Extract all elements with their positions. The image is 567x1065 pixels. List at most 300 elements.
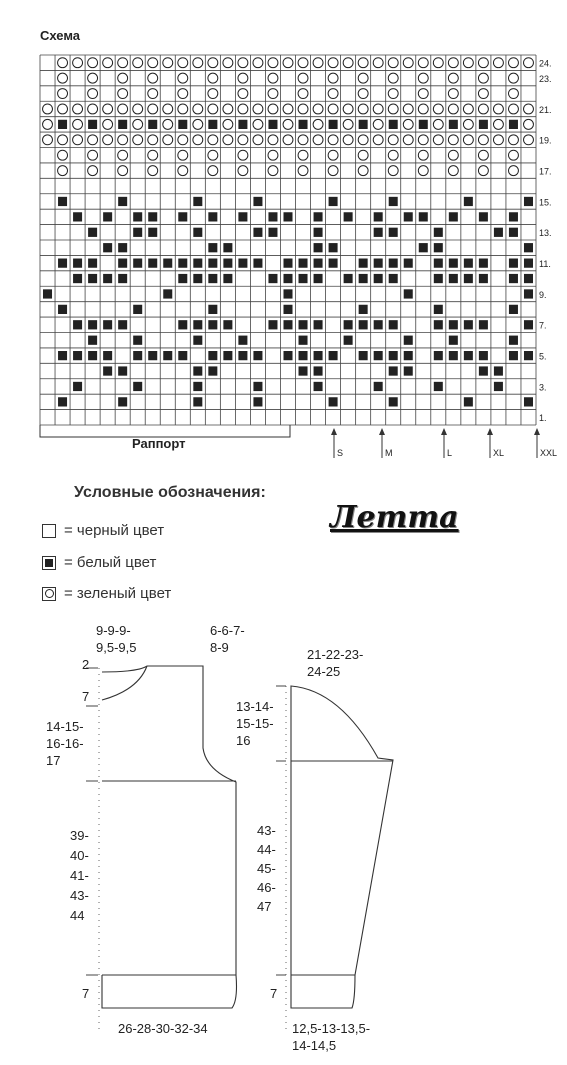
filled-cell — [464, 397, 473, 406]
filled-cell — [299, 320, 308, 329]
circle-cell — [388, 104, 398, 114]
legend-item-black — [42, 522, 164, 539]
legend-text-black: = черный цвет — [64, 522, 165, 539]
circle-cell — [388, 89, 398, 99]
filled-cell — [329, 243, 338, 252]
circle-cell — [73, 58, 83, 68]
filled-cell — [103, 274, 112, 283]
circle-cell — [253, 58, 263, 68]
filled-cell — [389, 351, 398, 360]
circle-cell — [163, 135, 173, 145]
filled-cell — [314, 320, 323, 329]
circle-cell — [178, 89, 188, 99]
filled-cell — [88, 336, 97, 345]
filled-cell — [283, 320, 292, 329]
filled-cell — [374, 212, 383, 221]
filled-cell — [524, 289, 533, 298]
filled-cell — [359, 351, 368, 360]
filled-cell — [374, 259, 383, 268]
filled-cell — [419, 212, 428, 221]
circle-cell — [418, 166, 428, 176]
filled-cell — [374, 382, 383, 391]
filled-cell — [509, 212, 518, 221]
filled-cell — [43, 289, 52, 298]
filled-cell — [148, 351, 157, 360]
circle-cell — [524, 135, 534, 145]
filled-cell — [449, 320, 458, 329]
filled-cell — [148, 259, 157, 268]
circle-cell — [463, 135, 473, 145]
filled-cell — [193, 197, 202, 206]
filled-cell — [58, 305, 67, 314]
circle-cell — [343, 135, 353, 145]
circle-cell — [448, 58, 458, 68]
circle-cell — [524, 119, 534, 129]
circle-cell — [358, 135, 368, 145]
filled-cell — [268, 274, 277, 283]
filled-cell — [268, 212, 277, 221]
filled-cell — [449, 120, 458, 129]
filled-cell — [329, 120, 338, 129]
circle-cell — [148, 73, 158, 83]
filled-cell — [509, 336, 518, 345]
filled-cell — [223, 243, 232, 252]
filled-cell — [253, 397, 262, 406]
rapport-label: Раппорт — [132, 436, 186, 451]
circle-cell — [73, 104, 83, 114]
circle-cell — [268, 89, 278, 99]
filled-cell — [509, 351, 518, 360]
filled-cell — [118, 320, 127, 329]
row-number: 19. — [539, 135, 552, 146]
filled-cell — [178, 120, 187, 129]
circle-cell — [403, 135, 413, 145]
circle-cell — [358, 58, 368, 68]
filled-cell — [148, 228, 157, 237]
filled-cell — [163, 351, 172, 360]
filled-cell — [73, 351, 82, 360]
circle-cell — [328, 166, 338, 176]
circle-cell — [343, 58, 353, 68]
filled-cell — [268, 320, 277, 329]
size-label: M — [385, 448, 393, 458]
filled-cell — [524, 259, 533, 268]
circle-cell — [118, 58, 128, 68]
filled-cell — [193, 259, 202, 268]
filled-cell — [434, 351, 443, 360]
circle-cell — [133, 104, 143, 114]
filled-cell — [374, 228, 383, 237]
filled-cell — [193, 228, 202, 237]
circle-cell — [493, 119, 503, 129]
circle-cell — [508, 58, 518, 68]
filled-cell — [314, 228, 323, 237]
circle-cell — [508, 166, 518, 176]
filled-cell — [118, 274, 127, 283]
filled-cell — [359, 320, 368, 329]
filled-cell — [404, 366, 413, 375]
circle-cell — [448, 73, 458, 83]
circle-cell — [328, 150, 338, 160]
filled-cell — [133, 336, 142, 345]
filled-cell — [133, 305, 142, 314]
circle-cell — [298, 58, 308, 68]
filled-cell — [389, 120, 398, 129]
filled-cell — [314, 212, 323, 221]
filled-cell — [449, 336, 458, 345]
empty-square-icon — [42, 524, 56, 538]
circle-cell — [253, 135, 263, 145]
filled-cell — [103, 320, 112, 329]
circle-cell — [388, 166, 398, 176]
filled-cell — [389, 320, 398, 329]
circle-cell — [133, 58, 143, 68]
neck-width-label: 9-9-9- 9,5-9,5 — [96, 623, 137, 655]
filled-cell — [73, 382, 82, 391]
filled-cell — [389, 259, 398, 268]
sleeve-outline — [291, 686, 393, 1008]
filled-cell — [479, 366, 488, 375]
filled-cell — [88, 351, 97, 360]
circle-cell — [208, 73, 218, 83]
row-number: 21. — [539, 104, 552, 115]
circle-cell — [448, 135, 458, 145]
row-number: 17. — [539, 166, 552, 177]
neck-depth-label-2: 2 — [82, 657, 90, 672]
filled-cell — [58, 120, 67, 129]
circle-cell — [88, 135, 98, 145]
sleeve-rib-label: 7 — [270, 986, 278, 1001]
row-number: 24. — [539, 58, 552, 69]
filled-cell — [509, 274, 518, 283]
circle-cell — [238, 89, 248, 99]
circle-cell — [73, 119, 83, 129]
filled-cell — [389, 274, 398, 283]
filled-cell — [389, 197, 398, 206]
filled-cell — [73, 274, 82, 283]
filled-cell — [329, 197, 338, 206]
neck-depth-label-7: 7 — [82, 689, 90, 704]
sleeve-cuff-label: 12,5-13-13,5- 14-14,5 — [292, 1021, 371, 1053]
circle-cell — [253, 119, 263, 129]
filled-cell — [178, 212, 187, 221]
circle-cell — [418, 89, 428, 99]
filled-cell — [494, 228, 503, 237]
filled-cell — [208, 305, 217, 314]
filled-cell — [223, 274, 232, 283]
circle-cell — [58, 166, 68, 176]
circle-cell — [103, 104, 113, 114]
filled-cell — [253, 351, 262, 360]
filled-cell — [118, 197, 127, 206]
filled-cell — [238, 351, 247, 360]
circle-cell — [508, 73, 518, 83]
filled-cell — [524, 320, 533, 329]
circle-cell — [418, 73, 428, 83]
filled-cell — [58, 197, 67, 206]
filled-cell — [449, 274, 458, 283]
circle-cell — [43, 135, 53, 145]
filled-cell — [479, 274, 488, 283]
circle-cell — [208, 166, 218, 176]
filled-cell — [163, 289, 172, 298]
filled-cell — [434, 243, 443, 252]
filled-cell — [178, 320, 187, 329]
circle-cell — [358, 104, 368, 114]
circle-cell — [103, 119, 113, 129]
filled-cell — [208, 120, 217, 129]
circle-cell — [298, 135, 308, 145]
circle-cell — [463, 58, 473, 68]
row-number: 23. — [539, 73, 552, 84]
filled-cell — [268, 228, 277, 237]
filled-cell — [133, 259, 142, 268]
filled-cell — [103, 351, 112, 360]
row-number: 5. — [539, 351, 547, 362]
filled-cell — [434, 228, 443, 237]
circle-cell — [373, 104, 383, 114]
circle-cell — [313, 104, 323, 114]
circle-cell — [88, 104, 98, 114]
filled-cell — [524, 397, 533, 406]
filled-cell — [314, 382, 323, 391]
circle-cell — [524, 58, 534, 68]
filled-cell — [208, 274, 217, 283]
circle-cell — [253, 104, 263, 114]
circle-cell — [58, 89, 68, 99]
filled-square-icon — [42, 556, 56, 570]
circle-cell — [163, 58, 173, 68]
body-outline — [102, 666, 237, 1008]
filled-cell — [314, 366, 323, 375]
filled-cell — [238, 120, 247, 129]
filled-cell — [88, 228, 97, 237]
filled-cell — [479, 212, 488, 221]
filled-cell — [464, 351, 473, 360]
circle-cell — [223, 135, 233, 145]
circle-cell — [88, 73, 98, 83]
filled-cell — [314, 259, 323, 268]
circle-cell — [433, 58, 443, 68]
filled-cell — [299, 351, 308, 360]
filled-cell — [464, 259, 473, 268]
circle-cell — [328, 58, 338, 68]
filled-cell — [314, 243, 323, 252]
filled-cell — [359, 305, 368, 314]
filled-cell — [268, 120, 277, 129]
filled-cell — [329, 259, 338, 268]
filled-cell — [509, 305, 518, 314]
circle-cell — [418, 150, 428, 160]
filled-cell — [344, 336, 353, 345]
filled-cell — [434, 382, 443, 391]
circle-cell — [238, 73, 248, 83]
filled-cell — [208, 259, 217, 268]
circle-cell — [403, 119, 413, 129]
filled-cell — [103, 243, 112, 252]
circle-cell — [118, 89, 128, 99]
circle-cell — [478, 150, 488, 160]
circle-cell — [524, 104, 534, 114]
circle-cell — [208, 135, 218, 145]
filled-cell — [208, 243, 217, 252]
filled-cell — [118, 243, 127, 252]
filled-cell — [283, 289, 292, 298]
circle-cell — [178, 104, 188, 114]
filled-cell — [253, 228, 262, 237]
filled-cell — [314, 351, 323, 360]
chart-title: Схема — [40, 28, 81, 43]
circle-cell — [238, 104, 248, 114]
circle-cell — [358, 150, 368, 160]
filled-cell — [193, 320, 202, 329]
circle-cell — [58, 135, 68, 145]
circle-cell — [118, 135, 128, 145]
body-length-label: 39- 40- 41- 43- 44 — [70, 828, 89, 923]
circle-cell — [328, 104, 338, 114]
row-number: 7. — [539, 320, 547, 331]
size-label: XL — [493, 448, 505, 458]
circle-cell — [238, 58, 248, 68]
sleeve-top-width-label: 21-22-23- 24-25 — [307, 647, 364, 679]
filled-cell — [419, 120, 428, 129]
filled-cell — [253, 197, 262, 206]
filled-cell — [404, 289, 413, 298]
size-label: S — [337, 448, 344, 458]
filled-cell — [283, 305, 292, 314]
filled-cell — [389, 397, 398, 406]
filled-cell — [299, 274, 308, 283]
sleeve-length-label: 43- 44- 45- 46- 47 — [257, 823, 276, 914]
circle-cell — [88, 150, 98, 160]
knitting-chart — [0, 0, 567, 470]
row-number: 3. — [539, 382, 547, 393]
filled-cell — [238, 336, 247, 345]
circle-cell — [358, 73, 368, 83]
circle-cell — [478, 166, 488, 176]
circle-cell — [298, 150, 308, 160]
circle-cell — [508, 89, 518, 99]
filled-cell — [299, 336, 308, 345]
circle-cell — [178, 58, 188, 68]
filled-cell — [404, 259, 413, 268]
circle-cell — [313, 58, 323, 68]
circle-cell — [88, 89, 98, 99]
filled-cell — [58, 351, 67, 360]
circle-cell — [193, 58, 203, 68]
circle-cell — [43, 119, 53, 129]
circle-cell — [403, 104, 413, 114]
circle-cell — [463, 104, 473, 114]
filled-cell — [73, 320, 82, 329]
circle-cell — [298, 89, 308, 99]
filled-cell — [193, 336, 202, 345]
filled-cell — [253, 382, 262, 391]
filled-cell — [283, 212, 292, 221]
filled-cell — [434, 274, 443, 283]
circle-cell — [388, 150, 398, 160]
filled-cell — [359, 259, 368, 268]
filled-cell — [223, 320, 232, 329]
filled-cell — [238, 259, 247, 268]
circle-cell — [208, 150, 218, 160]
circle-cell — [478, 73, 488, 83]
filled-cell — [299, 366, 308, 375]
circle-cell — [283, 58, 293, 68]
circle-cell — [298, 104, 308, 114]
filled-cell — [524, 243, 533, 252]
circle-cell — [148, 135, 158, 145]
filled-cell — [479, 259, 488, 268]
circle-cell — [343, 119, 353, 129]
filled-cell — [464, 197, 473, 206]
circle-cell — [133, 135, 143, 145]
filled-cell — [314, 274, 323, 283]
filled-cell — [509, 120, 518, 129]
circle-cell — [148, 104, 158, 114]
filled-cell — [344, 274, 353, 283]
circle-cell — [58, 58, 68, 68]
filled-cell — [178, 274, 187, 283]
circle-cell — [238, 135, 248, 145]
circle-cell — [478, 104, 488, 114]
filled-cell — [208, 351, 217, 360]
circle-cell — [148, 58, 158, 68]
filled-cell — [344, 320, 353, 329]
circle-cell — [193, 104, 203, 114]
filled-cell — [479, 351, 488, 360]
circle-cell — [493, 135, 503, 145]
filled-cell — [449, 351, 458, 360]
row-number: 11. — [539, 258, 551, 269]
circle-cell — [493, 58, 503, 68]
filled-cell — [464, 320, 473, 329]
filled-cell — [193, 397, 202, 406]
filled-cell — [404, 351, 413, 360]
filled-cell — [208, 366, 217, 375]
brand-logo: Летта — [330, 500, 459, 535]
circle-cell — [43, 104, 53, 114]
circle-cell — [178, 166, 188, 176]
circle-cell — [328, 73, 338, 83]
circle-cell — [118, 150, 128, 160]
circle-cell — [103, 58, 113, 68]
filled-cell — [283, 274, 292, 283]
filled-cell — [283, 259, 292, 268]
circle-cell — [328, 89, 338, 99]
filled-cell — [449, 212, 458, 221]
circle-cell — [403, 58, 413, 68]
filled-cell — [223, 259, 232, 268]
circle-cell — [328, 135, 338, 145]
circle-cell — [283, 135, 293, 145]
circle-cell — [268, 135, 278, 145]
filled-cell — [103, 366, 112, 375]
circle-cell — [388, 135, 398, 145]
filled-cell — [404, 212, 413, 221]
filled-cell — [374, 351, 383, 360]
filled-cell — [359, 120, 368, 129]
circle-cell — [433, 135, 443, 145]
legend-title: Условные обозначения: — [74, 484, 266, 501]
circle-cell — [223, 119, 233, 129]
circle-cell — [448, 104, 458, 114]
circle-cell — [508, 104, 518, 114]
circle-cell — [208, 89, 218, 99]
filled-cell — [374, 320, 383, 329]
row-number: 15. — [539, 197, 552, 208]
filled-cell — [58, 259, 67, 268]
